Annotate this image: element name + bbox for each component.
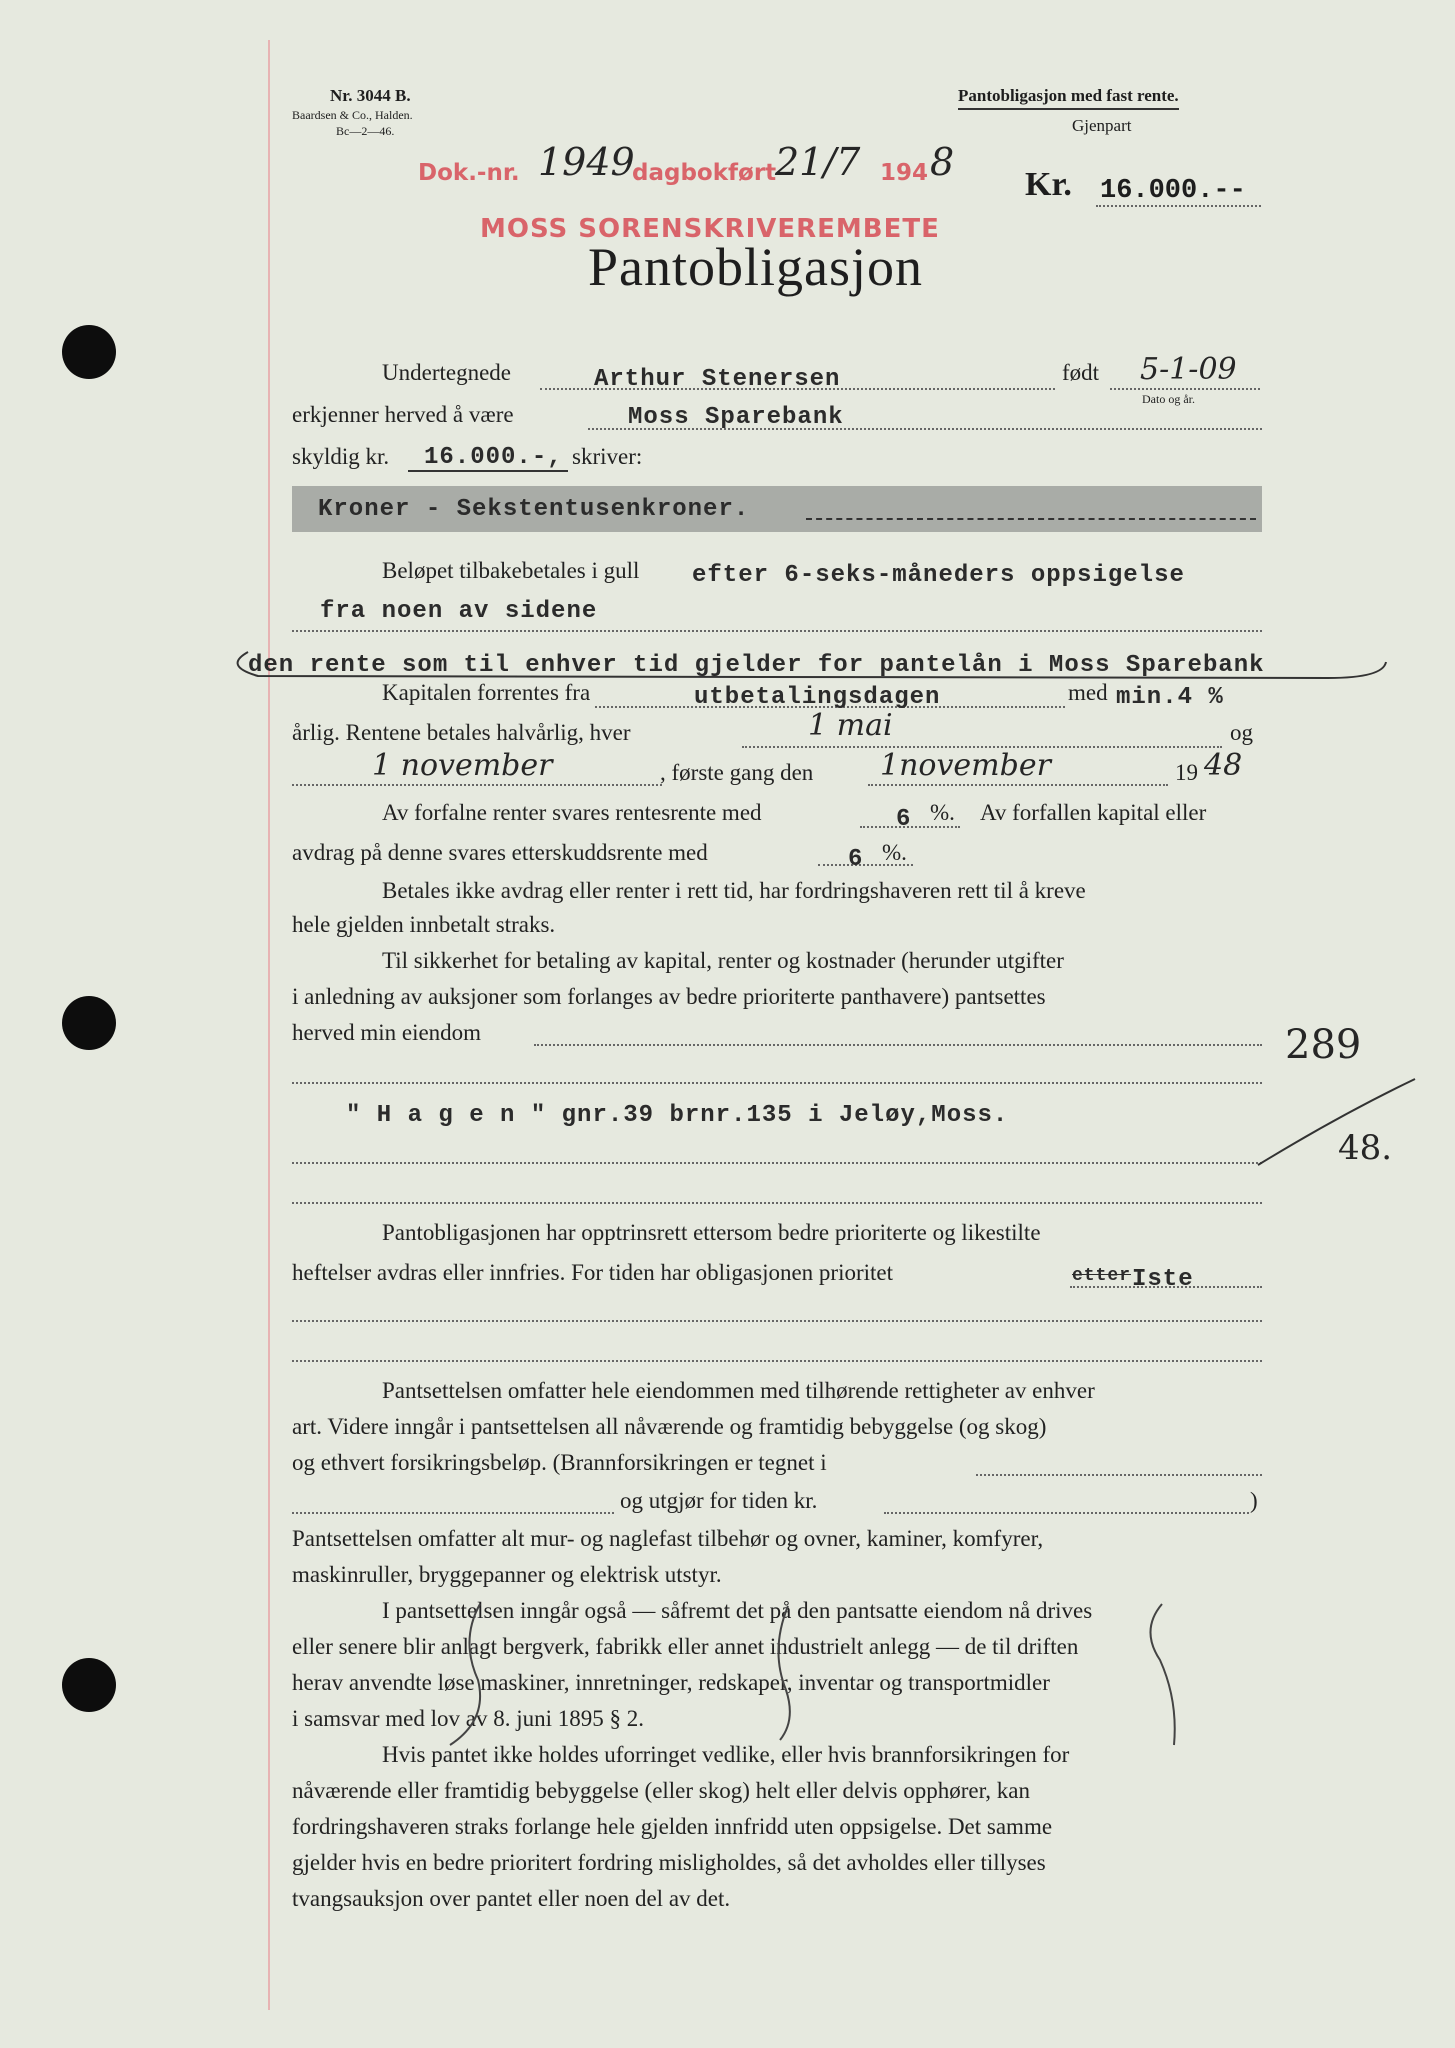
installment-label: avdrag på denne svares etterskuddsrente med [292,840,708,865]
owes-label: skyldig kr. [292,444,390,469]
installment-unit: %. [882,840,907,865]
clause-p4-line-2: nåværende eller framtidig bebyggelse (eller skog) helt eller delvis opphører, kan [292,1778,1031,1803]
priority-line-3 [292,1360,1262,1362]
first-time-value: 1november [880,748,1051,783]
priority-value: Iste [1132,1266,1194,1293]
interest-with-label: med [1068,680,1108,705]
creditor-value: Moss Sparebank [628,404,844,431]
security-text-1: Til sikkerhet for betaling av kapital, renter og kostnader (herunder utgifter [382,948,1064,973]
clause-p2-line-2: maskinruller, bryggepanner og elektrisk utstyr. [292,1562,722,1587]
repay-label: Beløpet tilbakebetales i gull [382,558,640,583]
amount-line [1096,205,1261,207]
annual-label: årlig. Rentene betales halvårlig, hver [292,720,631,745]
default-text-1: Betales ikke avdrag eller renter i rett tid, har fordringshaveren rett til å kreve [382,878,1086,903]
form-code: Bc—2—46. [336,124,395,138]
clause-p4-line-5: tvangsauksjon over pantet eller noen del av det. [292,1886,731,1911]
interest-from-label: Kapitalen forrentes fra [382,680,591,705]
clause-p1-line-1: Pantsettelsen omfatter hele eiendommen med tilhørende rettigheter av enhver [382,1378,1095,1403]
clause-p4-line-3: fordringshaveren straks forlange hele gjelden innfridd uten oppsigelse. Det samme [292,1814,1053,1839]
priority-struck: etter [1072,1266,1132,1286]
document-type: Pantobligasjon med fast rente. [958,86,1179,110]
margin-note-1: 289 [1285,1022,1362,1068]
born-line [1110,388,1260,390]
repay-value-1: efter 6-seks-måneders oppsigelse [692,562,1185,589]
margin-slash [1250,1075,1420,1175]
rate-clause: den rente som til enhver tid gjelder for pantelån i Moss Sparebank [248,652,1265,679]
pay-date-2-line [292,784,662,786]
acknowledges-label: erkjenner herved å være [292,402,514,427]
priority-text-2: heftelser avdras eller innfries. For tiden har obligasjonen prioritet [292,1260,893,1285]
security-text-3: herved min eiendom [292,1020,482,1045]
clause-p3-line-1: I pantsettelsen inngår også — såfremt det på den pantsatte eiendom nå drives [382,1598,1093,1623]
priority-text-1: Pantobligasjonen har opptrinsrett ettersom bedre prioriterte og likestilte [382,1220,1041,1245]
insurance-line-2 [292,1512,614,1514]
owes-value: 16.000.-, [424,444,563,471]
property-line-3 [292,1162,1262,1164]
overdue-interest-unit: %. [930,800,955,825]
dok-nr-value: 1949 [538,140,635,184]
year-value: 8 [930,140,955,184]
interest-from-value: utbetalingsdagen [694,684,941,711]
priority-line-2 [292,1320,1262,1322]
bracket-marks [420,1600,1220,1750]
first-year-value: 48 [1204,748,1243,783]
installment-value: 6 [848,846,864,873]
born-label: født [1062,360,1100,385]
born-hint: Dato og år. [1142,392,1195,406]
undersigned-value: Arthur Stenersen [594,366,841,393]
overdue-capital-label: Av forfallen kapital eller [980,800,1207,825]
amount-in-words-fill [806,518,1256,520]
property-value: " H a g e n " gnr.39 brnr.135 i Jeløy,Moss. [346,1102,1009,1129]
margin-note-2: 48. [1338,1128,1393,1168]
insurance-line [976,1474,1262,1476]
margin-rule [268,40,270,2010]
document-title: Pantobligasjon [588,237,923,297]
clause-p3-line-3: herav anvendte løse maskiner, innretninger, redskaper, inventar og transportmidler [292,1670,1050,1695]
default-text-2: hele gjelden innbetalt straks. [292,912,556,937]
interest-with-value: min.4 % [1116,684,1224,711]
punch-hole [62,325,116,379]
clause-p4-line-4: gjelder hvis en bedre prioritert fordring misligholdes, så det avholdes eller tillyses [292,1850,1046,1875]
form-number: Nr. 3044 B. [330,86,411,105]
punch-hole [62,996,116,1050]
amount-value: 16.000.-- [1100,176,1246,206]
and-label: og [1230,720,1253,745]
security-text-2: i anledning av auksjoner som forlanges av bedre prioriterte panthavere) pantsettes [292,984,1046,1009]
property-line-2 [292,1082,1262,1084]
first-time-label: , første gang den [660,760,814,785]
clause-p3-line-4: i samsvar med lov av 8. juni 1895 § 2. [292,1706,644,1731]
first-year-prefix: 19 [1175,760,1198,785]
dok-nr-label: Dok.-nr. [418,160,520,186]
amount-in-words: Kroner - Sekstentusenkroner. [318,496,750,523]
date-label: dagbokført [632,160,777,186]
clause-p1-amount: og utgjør for tiden kr. [620,1488,818,1513]
amount-label: Kr. [1025,166,1072,203]
born-value: 5-1-09 [1140,352,1237,387]
overdue-interest-value: 6 [896,806,912,833]
clause-p2-line-1: Pantsettelsen omfatter alt mur- og naglefast tilbehør og ovner, kaminer, komfyrer, [292,1526,1044,1551]
undersigned-label: Undertegnede [382,360,511,385]
property-line-4 [292,1202,1262,1204]
clause-p3-line-2: eller senere blir anlagt bergverk, fabrikk eller annet industrielt anlegg — de til driften [292,1634,1079,1659]
overdue-interest-label: Av forfalne renter svares rentesrente med [382,800,762,825]
clause-p1-line-3: og ethvert forsikringsbeløp. (Brannforsikringen er tegnet i [292,1450,827,1475]
copy-label: Gjenpart [1072,116,1132,135]
clause-p1-line-2: art. Videre inngår i pantsettelsen all nåværende og framtidig bebyggelse (og skog) [292,1414,1047,1439]
writes-label: skriver: [572,444,643,469]
insurance-amount-line [884,1512,1249,1514]
clause-p4-line-1: Hvis pantet ikke holdes uforringet vedlike, eller hvis brannforsikringen for [382,1742,1070,1767]
first-time-line [868,784,1168,786]
year-prefix: 194 [880,160,929,186]
repay-value-2: fra noen av sidene [320,598,598,625]
date-value: 21/7 [775,140,861,184]
pay-date-1: 1 mai [808,708,893,743]
property-line-1 [534,1044,1262,1046]
office-stamp: MOSS SORENSKRIVEREMBETE [480,214,940,244]
clause-p1-close: ) [1250,1488,1258,1513]
punch-hole [62,1658,116,1712]
printer-name: Baardsen & Co., Halden. [292,108,413,122]
pay-date-2: 1 november [372,748,553,783]
